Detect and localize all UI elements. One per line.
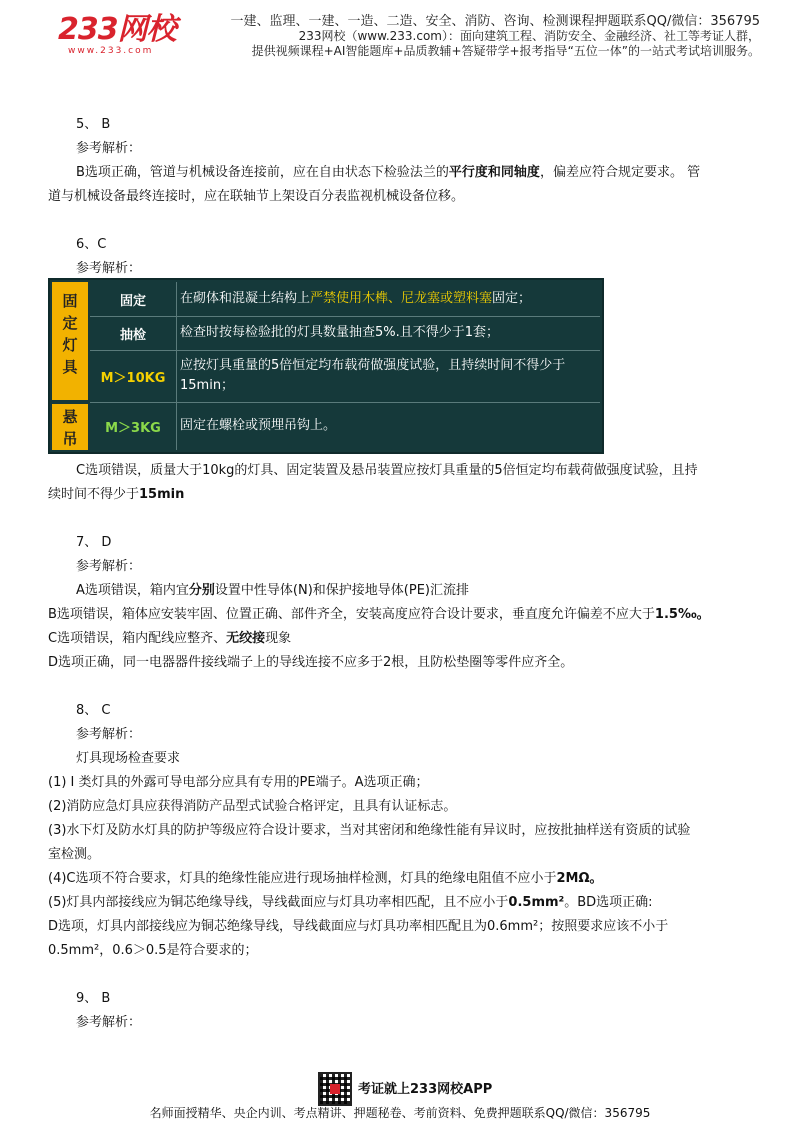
q8-number: 8、 C (76, 703, 111, 718)
table-row (90, 316, 600, 351)
q5-label: 参考解析： (76, 141, 142, 156)
q7-option-c: C选项错误，箱内配线应整齐、无绞接现象 (48, 631, 292, 646)
logo-text: 233网校 (58, 12, 176, 47)
q6-after-line2: 续时间不得少于15min (48, 487, 185, 502)
q8-item-1: (1) I 类灯具的外露可导电部分应具有专用的PE端子。A选项正确； (48, 775, 429, 790)
q8-item-2: (2)消防应急灯具应获得消防产品型式试验合格评定，且具有认证标志。 (48, 799, 457, 814)
q7-option-a: A选项错误，箱内宜分别设置中性导体(N)和保护接地导体(PE)汇流排 (76, 583, 469, 598)
logo-url: www.233.com (68, 46, 154, 56)
row-key: M＞3KG (90, 402, 177, 450)
row-value: 固定在螺栓或预埋吊钩上。 (180, 418, 337, 433)
row-key: 抽检 (90, 316, 177, 350)
q8-item-5: (5)灯具内部接线应为铜芯绝缘导线，导线截面应与灯具功率相匹配，且不应小于0.5mm²。BD选项正确: (48, 895, 653, 910)
q8-item-3b: 室检测。 (48, 847, 101, 862)
q5-l1-pre: B选项正确，管道与机械设备连接前，应在自由状态下检验法兰的 (76, 165, 449, 180)
q8-item-6: D选项，灯具内部接线应为铜芯绝缘导线，导线截面应与灯具功率相匹配且为0.6mm²；按照要求应该不小于 (48, 919, 669, 934)
table-row (90, 350, 600, 403)
q5-l1-bold: 平行度和同轴度 (448, 165, 540, 180)
category-suspended: 悬 吊 (52, 404, 88, 450)
row-value: 检查时按每检验批的灯具数量抽查5%.且不得少于1套； (180, 325, 500, 340)
table-row (90, 402, 600, 450)
footer-contact-line: 名师面授精华、央企内训、考点精讲、押题秘卷、考前资料、免费押题联系QQ/微信：356795 (149, 1106, 651, 1120)
lamp-requirements-table (48, 278, 604, 454)
q8-label: 参考解析： (76, 727, 142, 742)
q5-text-line1 (76, 165, 700, 181)
q5-text-line2: 道与机械设备最终连接时，应在联轴节上架设百分表监视机械设备位移。 (48, 189, 465, 204)
header-service-line: 提供视频课程+AI智能题库+品质教辅+答疑带学+报考指导“五位一体”的一站式考试培训服务。 (251, 44, 760, 58)
row-key: M＞10KG (90, 350, 177, 402)
q9-label: 参考解析： (76, 1015, 142, 1030)
header-contact-line: 一建、监理、一建、一造、二造、安全、消防、咨询、检测课程押题联系QQ/微信：356795 (230, 14, 760, 29)
q8-title: 灯具现场检查要求 (76, 751, 181, 766)
q7-label: 参考解析： (76, 559, 142, 574)
q6-label: 参考解析： (76, 261, 142, 276)
q8-item-7: 0.5mm²，0.6＞0.5是符合要求的； (48, 943, 258, 958)
footer-app-title: 考证就上233网校APP (358, 1082, 493, 1097)
q5-l1-post: ，偏差应符合规定要求。 管 (539, 165, 701, 180)
qr-code-icon (318, 1072, 352, 1106)
row-value: 应按灯具重量的5倍恒定均布载荷做强度试验，且持续时间不得少于15min； (180, 358, 566, 393)
q8-item-3a: (3)水下灯及防水灯具的防护等级应符合设计要求，当对其密闭和绝缘性能有异议时，应按批抽样送有资质的试验 (48, 823, 691, 838)
q7-number: 7、 D (76, 535, 112, 550)
q7-option-d: D选项正确，同一电器器件接线端子上的导线连接不应多于2根，且防松垫圈等零件应齐全。 (48, 655, 574, 670)
q5-number: 5、 B (76, 117, 111, 132)
category-fixed-lamp: 固 定 灯 具 (52, 282, 88, 400)
q9-number: 9、 B (76, 991, 111, 1006)
row-value: 在砌体和混凝土结构上严禁使用木榫、尼龙塞或塑料塞固定； (180, 291, 532, 306)
row-key: 固定 (90, 282, 177, 316)
q7-option-b: B选项错误，箱体应安装牢固、位置正确、部件齐全，安装高度应符合设计要求，垂直度允许偏差不应大于1.5‰。 (48, 607, 710, 622)
highlight-text: 严禁使用木榫、尼龙塞或塑料塞 (310, 291, 493, 306)
header-intro-line: 233网校（www.233.com）：面向建筑工程、消防安全、金融经济、社工等考证人群， (298, 29, 760, 43)
q6-number: 6、C (76, 237, 107, 252)
q6-after-line1: C选项错误，质量大于10kg的灯具、固定装置及悬吊装置应按灯具重量的5倍恒定均布载荷做强度试验，且持 (76, 463, 698, 478)
table-row (90, 282, 600, 317)
page-header (110, 14, 760, 59)
q8-item-4: (4)C选项不符合要求，灯具的绝缘性能应进行现场抽样检测，灯具的绝缘电阻值不应小于2MΩ。 (48, 871, 603, 886)
